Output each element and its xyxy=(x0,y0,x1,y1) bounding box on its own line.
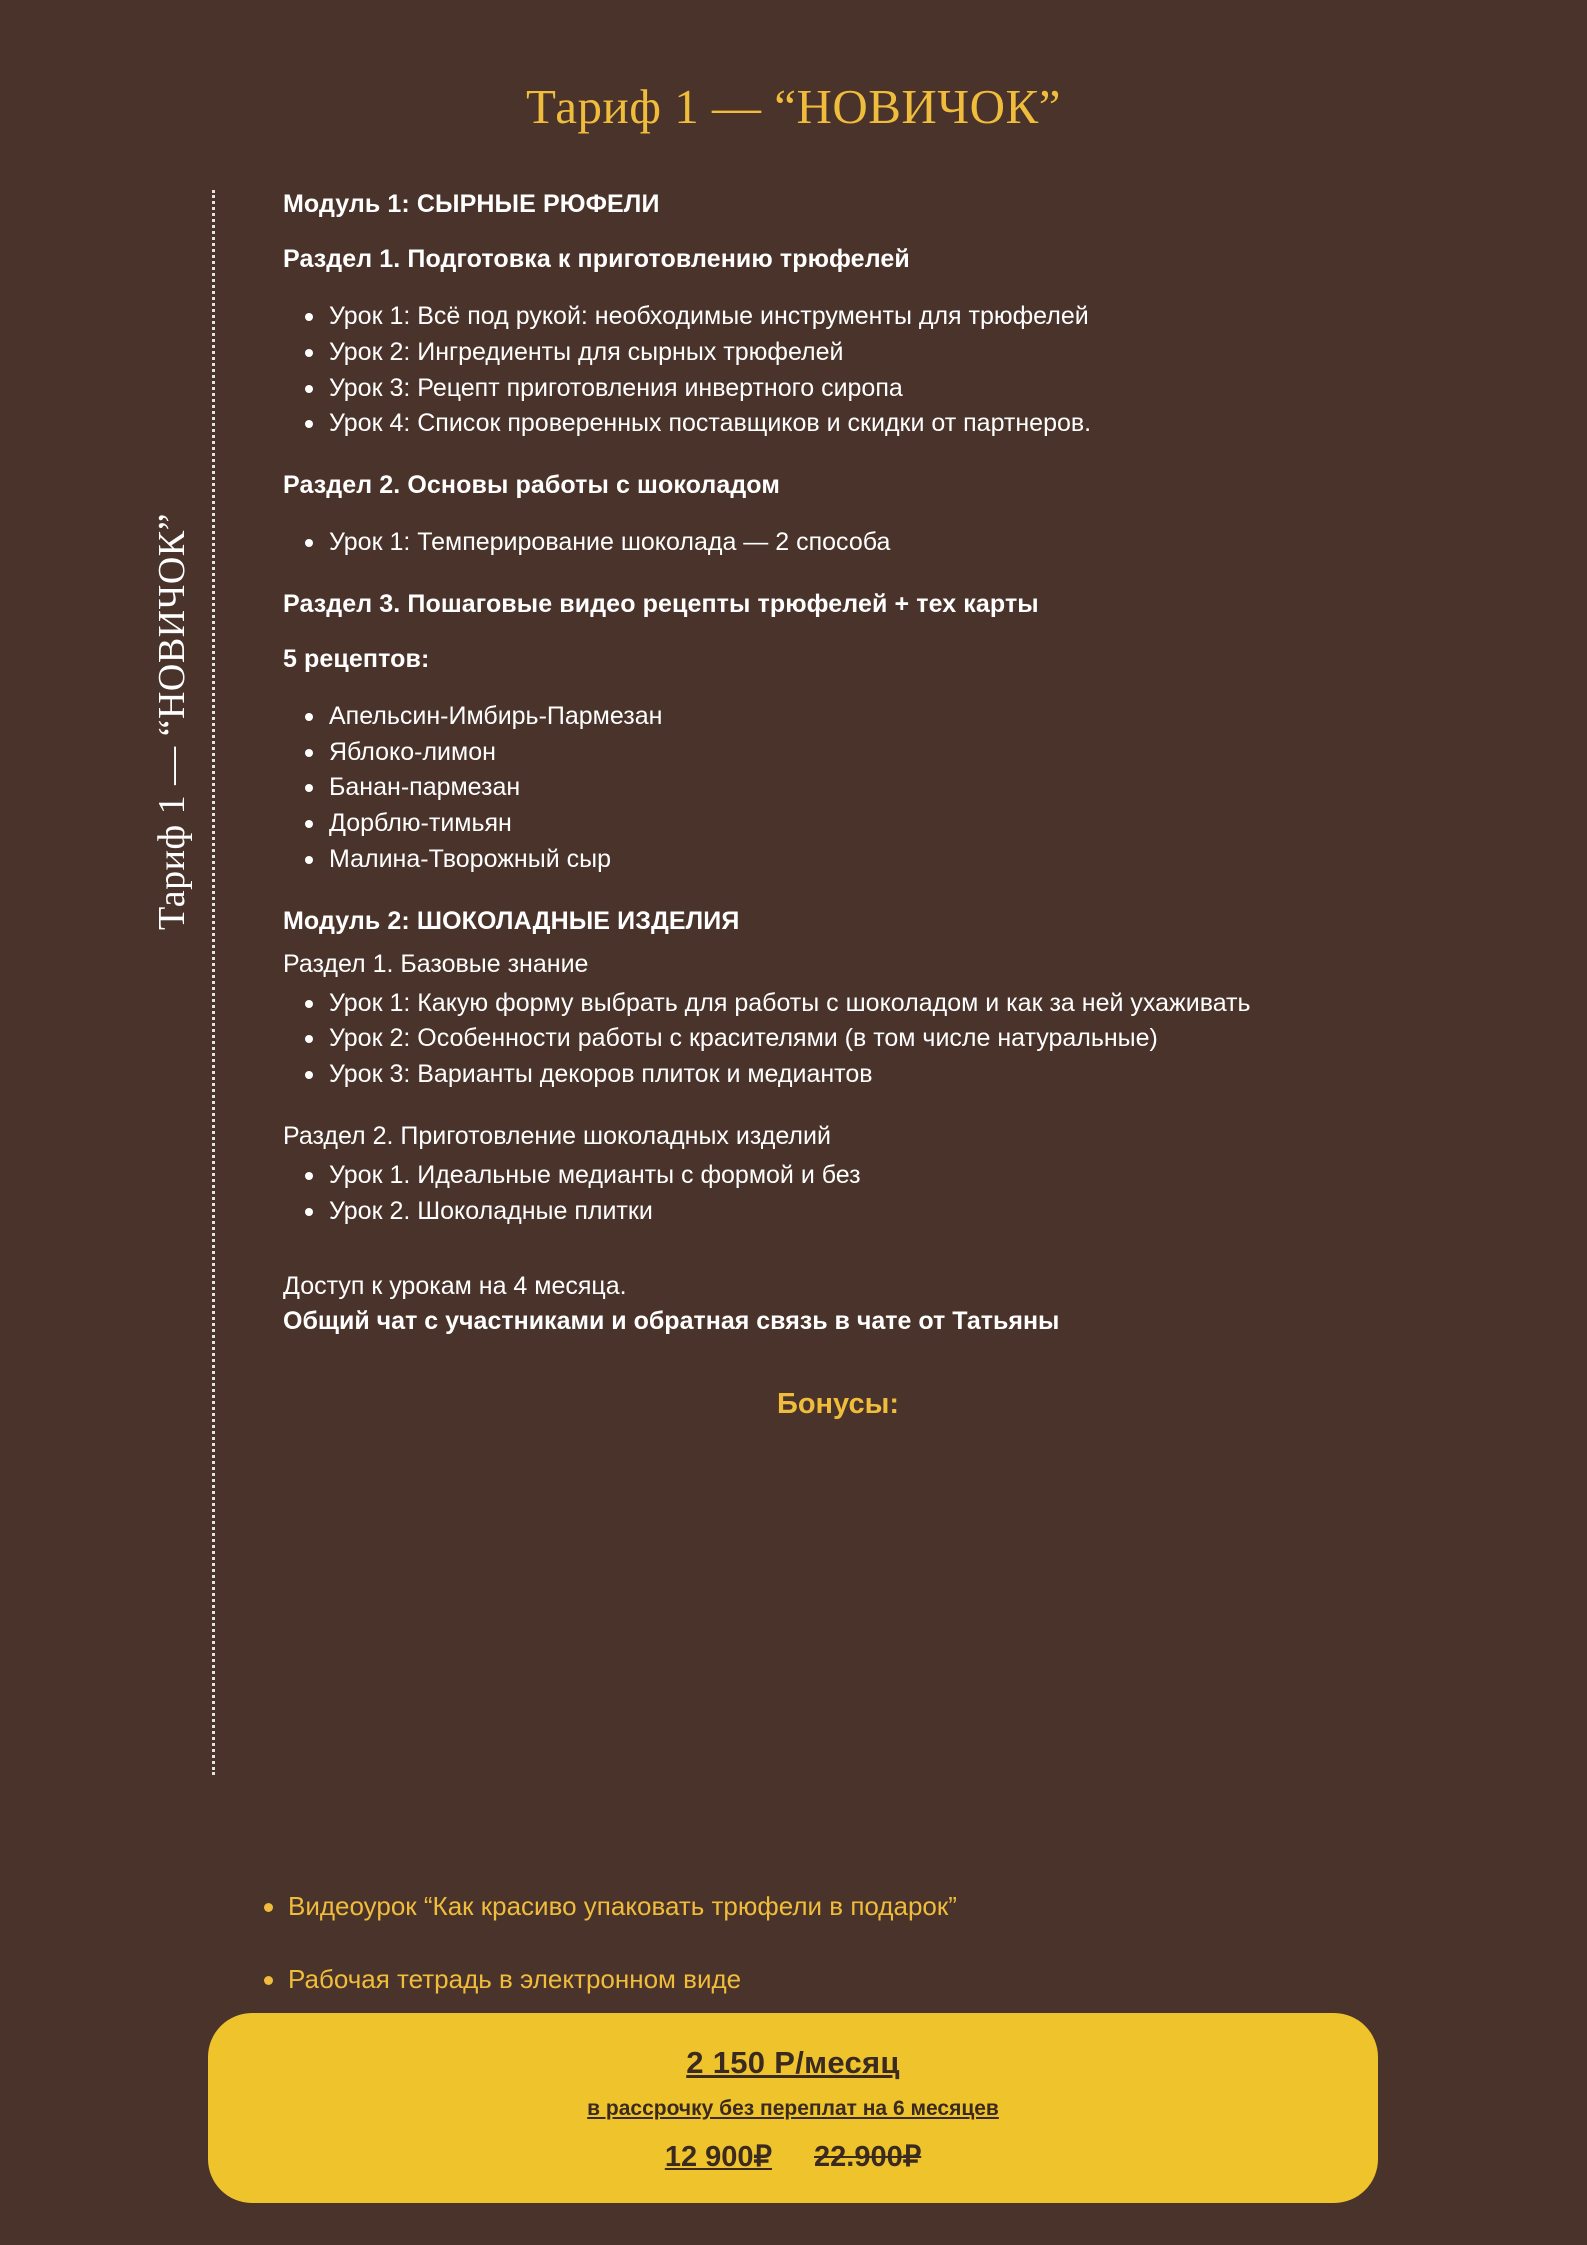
module-1-heading: Модуль 1: СЫРНЫЕ РЮФЕЛИ xyxy=(283,190,660,218)
module-2-section-1-lessons xyxy=(283,987,1393,1092)
list-item: Урок 4: Список проверенных поставщиков и скидки от партнеров. xyxy=(329,407,1393,441)
chat-access: Общий чат с участниками и обратная связь в чате от Татьяны xyxy=(283,1307,1060,1336)
module-1-recipes-list xyxy=(283,700,1393,877)
dotted-divider xyxy=(212,190,215,1775)
recipes-count-label: 5 рецептов: xyxy=(283,644,430,673)
module-1-section-2-lessons xyxy=(283,526,1393,560)
list-item: Дорблю-тимьян xyxy=(329,807,1393,841)
module-1-section-2-heading: Раздел 2. Основы работы с шоколадом xyxy=(283,471,780,499)
list-item: Урок 3: Рецепт приготовления инвертного сиропа xyxy=(329,372,1393,406)
list-item: Урок 1: Темперирование шоколада — 2 способа xyxy=(329,526,1393,560)
list-item: Урок 3: Варианты декоров плиток и медиантов xyxy=(329,1058,1393,1092)
list-item: Урок 2: Ингредиенты для сырных трюфелей xyxy=(329,336,1393,370)
module-1-section-1-lessons xyxy=(283,300,1393,441)
price-old: 22.900₽ xyxy=(814,2141,922,2173)
vertical-tariff-label: Тариф 1 — “НОВИЧОК” xyxy=(151,513,193,930)
module-1-section-3-heading: Раздел 3. Пошаговые видео рецепты трюфелей + тех карты xyxy=(283,589,1039,618)
price-totals xyxy=(208,2139,1378,2174)
price-monthly: 2 150 Р/месяц xyxy=(686,2045,900,2080)
list-item: Урок 2. Шоколадные плитки xyxy=(329,1195,1393,1229)
list-item: Яблоко-лимон xyxy=(329,736,1393,770)
access-duration: Доступ к урокам на 4 месяца. xyxy=(283,1272,627,1301)
list-item: Малина-Творожный сыр xyxy=(329,843,1393,877)
list-item: Рабочая тетрадь в электронном виде xyxy=(288,1964,1488,1995)
list-item: Урок 1: Какую форму выбрать для работы с шоколадом и как за ней ухаживать xyxy=(329,987,1393,1021)
list-item: Банан-пармезан xyxy=(329,771,1393,805)
module-2-heading: Модуль 2: ШОКОЛАДНЫЕ ИЗДЕЛИЯ xyxy=(283,906,740,935)
price-total: 12 900₽ xyxy=(664,2141,772,2173)
module-2-section-1-heading: Раздел 1. Базовые знание xyxy=(283,949,589,978)
page-title: Тариф 1 — “НОВИЧОК” xyxy=(526,79,1061,134)
module-2-section-2-heading: Раздел 2. Приготовление шоколадных изделий xyxy=(283,1121,831,1150)
list-item: Урок 1: Всё под рукой: необходимые инструменты для трюфелей xyxy=(329,300,1393,334)
list-item: Апельсин-Имбирь-Пармезан xyxy=(329,700,1393,734)
course-content xyxy=(283,190,1393,1421)
module-2-section-2-lessons xyxy=(283,1159,1393,1229)
module-1-section-1-heading: Раздел 1. Подготовка к приготовлению трюфелей xyxy=(283,245,910,273)
price-installment-note: в рассрочку без переплат на 6 месяцев xyxy=(587,2097,999,2120)
list-item: Видеоурок “Как красиво упаковать трюфели в подарок” xyxy=(288,1891,1488,1922)
list-item: Урок 1. Идеальные медианты с формой и без xyxy=(329,1159,1393,1193)
bonuses-title: Бонусы: xyxy=(776,1388,900,1421)
price-cta-box[interactable] xyxy=(208,2013,1378,2203)
list-item: Урок 2: Особенности работы с красителями (в том числе натуральные) xyxy=(329,1022,1393,1056)
